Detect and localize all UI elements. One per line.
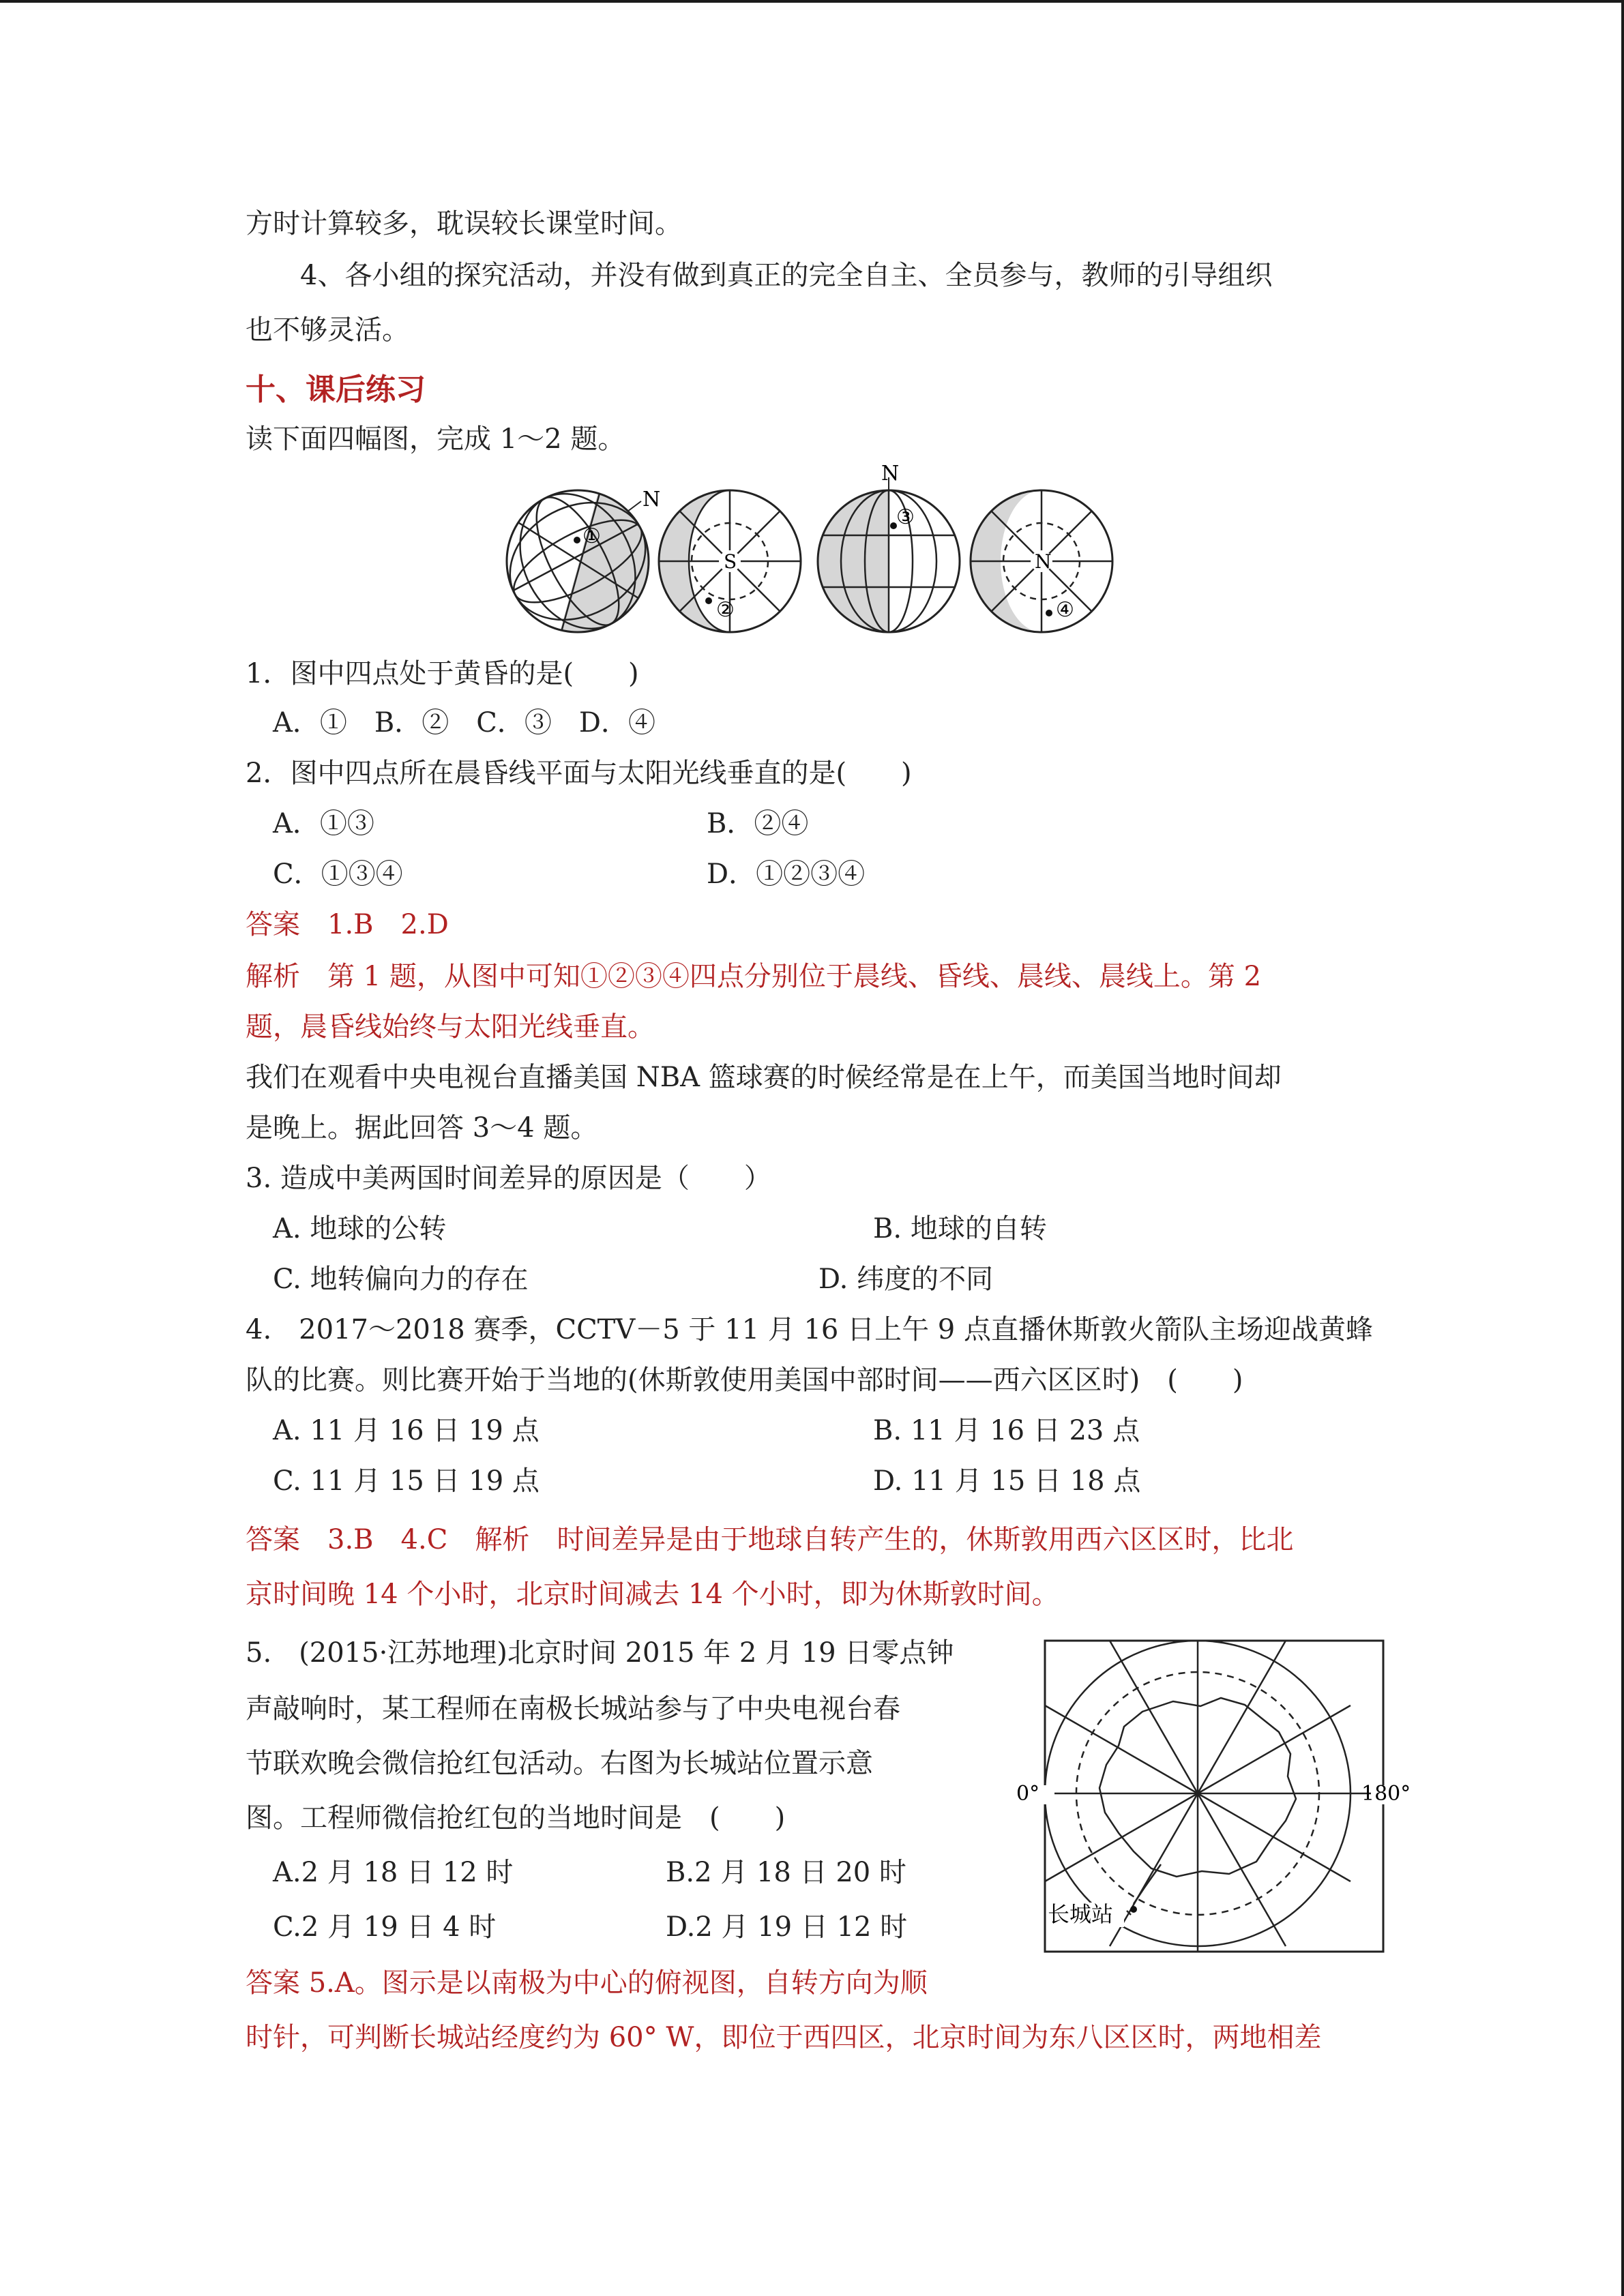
antarctic-map bbox=[1016, 1637, 1411, 1957]
q3-option-c: C. 地转偏向力的存在 bbox=[273, 1264, 529, 1295]
q2-option-d: D．①②③④ bbox=[707, 859, 866, 890]
intro-line-3: 也不够灵活。 bbox=[246, 314, 409, 346]
q5-line-2: 声敲响时，某工程师在南极长城站参与了中央电视台春 bbox=[246, 1693, 900, 1725]
globe-1-n-label: N bbox=[643, 488, 661, 511]
q3-stem: 3. 造成中美两国时间差异的原因是（ ） bbox=[246, 1163, 771, 1194]
answer-1-2: 答案 1.B 2.D bbox=[246, 909, 449, 940]
globe-figures bbox=[498, 462, 1125, 648]
q4-option-b: B. 11 月 16 日 23 点 bbox=[873, 1415, 1140, 1446]
intro-line-1: 方时计算较多，耽误较长课堂时间。 bbox=[246, 208, 682, 239]
q5-option-a: A.2 月 18 日 12 时 bbox=[273, 1857, 514, 1888]
q1-options: A．① B．② C．③ D．④ bbox=[273, 707, 655, 739]
right-border bbox=[1621, 0, 1624, 2296]
answer-5-line-1: 答案 5.A。图示是以南极为中心的俯视图，自转方向为顺 bbox=[246, 1967, 928, 1999]
q2-option-b: B．②④ bbox=[707, 808, 809, 839]
answer-3-4-line-2: 京时间晚 14 个小时，北京时间减去 14 个小时，即为休斯敦时间。 bbox=[246, 1579, 1059, 1610]
group2-line-1: 我们在观看中央电视台直播美国 NBA 篮球赛的时候经常是在上午，而美国当地时间却 bbox=[246, 1062, 1282, 1093]
top-border bbox=[0, 0, 1624, 3]
point-4-label: ④ bbox=[1056, 598, 1074, 622]
analysis-1-2-line-1: 解析 第 1 题，从图中可知①②③④四点分别位于晨线、昏线、晨线、晨线上。第 2 bbox=[246, 961, 1262, 992]
q5-option-c: C.2 月 19 日 4 时 bbox=[273, 1911, 497, 1943]
q4-stem-line-2: 队的比赛。则比赛开始于当地的(休斯敦使用美国中部时间——西六区区时) ( ) bbox=[246, 1365, 1243, 1396]
q5-line-4: 图。工程师微信抢红包的当地时间是 ( ) bbox=[246, 1802, 786, 1834]
group1-instruction: 读下面四幅图，完成 1～2 题。 bbox=[246, 423, 625, 455]
q3-option-d: D. 纬度的不同 bbox=[818, 1264, 994, 1295]
map-label-0: 0° bbox=[1016, 1782, 1040, 1806]
q5-line-3: 节联欢晚会微信抢红包活动。右图为长城站位置示意 bbox=[246, 1748, 873, 1779]
q4-option-c: C. 11 月 15 日 19 点 bbox=[273, 1465, 540, 1497]
q5-option-d: D.2 月 19 日 12 时 bbox=[666, 1911, 908, 1943]
point-2-dot bbox=[705, 597, 712, 604]
answer-5-line-2: 时针，可判断长城站经度约为 60° W，即位于西四区，北京时间为东八区区时，两地相差 bbox=[246, 2022, 1322, 2053]
q2-option-c: C．①③④ bbox=[273, 859, 403, 890]
answer-3-4-line-1: 答案 3.B 4.C 解析 时间差异是由于地球自转产生的，休斯敦用西六区区时，比北 bbox=[246, 1524, 1294, 1555]
q5-line-1: 5. (2015·江苏地理)北京时间 2015 年 2 月 19 日零点钟 bbox=[246, 1637, 954, 1669]
q4-option-d: D. 11 月 15 日 18 点 bbox=[873, 1465, 1141, 1497]
group2-line-2: 是晚上。据此回答 3～4 题。 bbox=[246, 1112, 598, 1144]
q4-stem-line-1: 4. 2017～2018 赛季，CCTV－5 于 11 月 16 日上午 9 点直播休斯敦火箭队主场迎战黄蜂 bbox=[246, 1314, 1373, 1345]
q2-stem: 2．图中四点所在晨昏线平面与太阳光线垂直的是( ) bbox=[246, 758, 912, 789]
q3-option-a: A. 地球的公转 bbox=[273, 1213, 447, 1244]
section-title: 十、课后练习 bbox=[246, 372, 426, 407]
q2-option-a: A．①③ bbox=[273, 808, 374, 839]
point-4-dot bbox=[1046, 610, 1052, 616]
point-2-label: ② bbox=[716, 598, 735, 622]
globe-2-s-label: S bbox=[724, 550, 737, 573]
globe-3 bbox=[818, 490, 889, 632]
globe-1 bbox=[490, 474, 666, 649]
q3-option-b: B. 地球的自转 bbox=[873, 1213, 1047, 1244]
map-label-station: 长城站 bbox=[1048, 1901, 1114, 1927]
q4-option-a: A. 11 月 16 日 19 点 bbox=[273, 1415, 540, 1446]
q1-stem: 1．图中四点处于黄昏的是( ) bbox=[246, 658, 639, 689]
globe-4-n-label: N bbox=[1035, 550, 1052, 573]
globe-3-n-label: N bbox=[881, 462, 900, 486]
point-1-label: ① bbox=[582, 524, 601, 548]
point-3-label: ③ bbox=[896, 505, 915, 529]
analysis-1-2-line-2: 题，晨昏线始终与太阳光线垂直。 bbox=[246, 1011, 655, 1043]
station-dot bbox=[1130, 1906, 1137, 1913]
intro-line-2: 4、各小组的探究活动，并没有做到真正的完全自主、全员参与，教师的引导组织 bbox=[300, 260, 1273, 291]
q5-option-b: B.2 月 18 日 20 时 bbox=[666, 1857, 906, 1888]
point-1-dot bbox=[574, 537, 580, 543]
map-label-180: 180° bbox=[1361, 1782, 1411, 1806]
